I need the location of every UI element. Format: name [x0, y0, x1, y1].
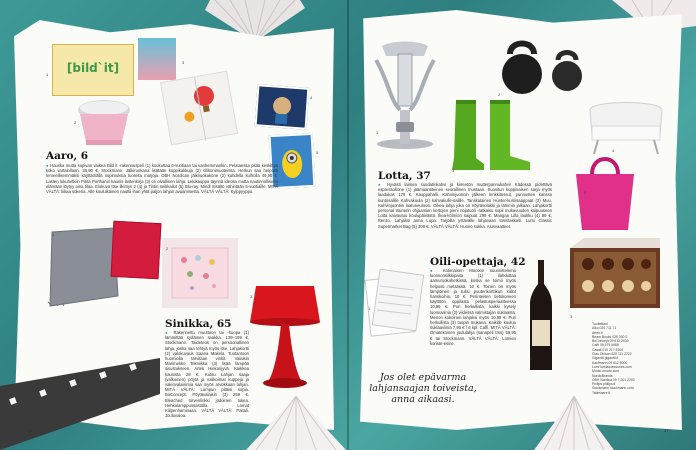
lotta-text: Hyvästi laimea suodatinkahvi ja kiireetön mutterpannukahvi! Kädessä pidettävä espressokone (1) jäämaantiteinen seurallinen mustaan. Suositun kuppinaisen sarja myös laadukas 179 €, Kauppahalli. Kahvinjuonnin jälkeen lenkkitossut, punnusten kanssa kuntosalille Kahvakuula (2) kahvakulle-salille. Tanskalainen Hunter-kumisaappaat (3) Muu. Kahvinjuontiin laatuneuloosi. Oikea lahja joka on nöyräsolakki ja lämmin jalkaan. Lahjakortti personal trainerin ohjaamien kertojen pieni nojatuoli -ratkaisu sopii mukavuuden kaipuuseen Lotta kaivautuu koulupäivästä. Ikea-kolmion saipuat 299 €. Mangan Lilla laukku (4) 89 €, Kenzo. Lahjaksi anna Lupa. Tarjoilla ystävälle lahjavaan tosistakkasi. Lumi Classic Supermarket Bag (5) 309 €. VÄLTÄ VÄLTÄ: Huono sukka. Alusvaatteet. — [378, 182, 552, 229]
pull-quote: Jos olet epävarma lahjansaajan toiveista, anna aikaasi. — [369, 372, 477, 405]
striped-ribbon-decoration — [0, 358, 160, 450]
lotta-heading: Lotta, 37 — [378, 170, 431, 182]
aaro-text: Hauska mutta sopivan vaikea Bild it -rakennuspeli (1) koukuttaa 6-vuotiaan tai vanhemmankin. Pelataessa pitää keskittyä koko vartalollaan. 36,90 €, Stockmann. Jälkiruokana lisätään kuppikakkuja (2) silikonimuoteissa. Herkun saa helposti terveellisemmäksi käyttämällä sopimuksia tuoreita marjoja. OBH Nordican jälkiruokakone (2) kahdella kulholla 49,95 €. Lasten lukuhetkiin Pirita Porthanin kaunis lastenkirja (3) on oivallinen lahja. Lelukauppa täynnä ideoita mutta nautinnolliseen elämään löytyy aina tilaa. Elokuva Itse ilkimys 2 (4) ja Tintin seikkailut (5) Blu-ray. Mindl Sisältö vähintään 5-vuotiaille. MITÄ VÄLTÄ: liikaa sokeria. Alle kouluikäinen nauttii ihan yhtä paljon lahjan avaamisesta. VÄLTÄ VÄLTÄ: Kylppyyppo. — [46, 163, 279, 195]
item-number: 3 — [250, 294, 253, 299]
sinikka-body-text: ● Rakennettu muuttoon tai -huopa (1) lämmittää sydämen saakka. 139–199 €, Stockmann. Taideteos on persoonallinen lahja, jonka saa tehtyä myös itse. Lahjakortti (2) valokuvaus Saana Makela. Tuotantoon huomiolla tarvitaan vinkit. Valaisin Marimekko Tekniikka (3) lisää lämpöä sisustukseen. Artek Hiekanjyvä. Kaikkea kaunista 28 €. Kutsu Lahjan saaja (valkoinen) pöytä ja valikoimat kuppeja ja vakiovalaisimia saa myös arvokkaan lahjan. MITÄ VÄLTÄ: Lampun pitäisi sopia. BoConcept. Pöytävalaisin (3) 259 €. Bleached torvenlinkki jodoinen tukea. Hehkulamppuosastolla. Lomat Kiilpenhaminaan. VÄLTÄ VÄLTÄ: Paitali. Jouluvaloa. — [165, 330, 249, 419]
store-credits: Tuotteitani Alko 020 711 71 Artek.fi Beam Books 029 030 0 BoConcept 09 612 2030 Caffi 09 679 6688 Casall 010 217 5300 Clas Ohlson 020 111 2222 Gigantti gigantti.fi Kaufmann 09 612 9000 Lumi lumiaccessories.com Muuto muuto.com NordicBrands OBH Nordica 09 7 201 2200 Philips philips.fi Stockmann stockmann.com Tableware.fi — [592, 322, 635, 395]
item-number: 1 — [376, 130, 379, 135]
paper-fan-bottom — [246, 390, 346, 450]
oili-text: Kotimaisen Mocoon suunnittelema luonnonsilkkipaita (1) ilahduttaa aamuruokahetkissä, koska se toimii myös helposti metsässä. 10 €. Toinen on myös lämpöinen ja tulisi puuterikorttikun kiillot hanskoihin. 10 €. Perinteisen tietokoneen käyttöön oppilasta pelastusperiaatteessa 10,99 €. Puri herkullista, kaikki kysely luomuviinia (2) viidessä valmistajan suklaasta. Menon kokoinen lahjaksi myös 10,99 €. Puri herkullista (3) tuopin mukana. Kaikille kuuluu suklaaviiniä 7,90 € / 6 kpl. Caffi. MITÄ VÄLTÄ: Omatekoinen joululahja (sanapeli tms) 59,95 € tai Stockmann. VÄLTÄ VÄLTÄ: Lomien koriste-esine. — [430, 268, 516, 346]
item-number: 2 — [530, 356, 533, 361]
kettlebells — [496, 40, 592, 96]
grey-wool-blanket — [48, 228, 118, 306]
oili-body-text: ● Kotimaisen Mocoon suunnittelema luonnonsilkkipaita (1) ilahduttaa aamuruokahetkissä, koska se toimii myös helposti metsässä. 10 €. Toinen on myös lämpöinen ja tulisi puuterikorttikun kiillot hanskoihin. 10 €. Perinteisen tietokoneen käyttöön oppilasta pelastusperiaatteessa 10,99 €. Puri herkullista, kaikki kysely luomuviinia (2) viidessä valmistajan suklaasta. Menon kokoinen lahjaksi myös 10,99 €. Puri herkullista (3) tuopin mukana. Kaikille kuuluu suklaaviiniä 7,90 € / 6 kpl. Caffi. MITÄ VÄLTÄ: Omatekoinen joululahja (sanapeli tms) 59,95 € tai Stockmann. VÄLTÄ VÄLTÄ: Lomien koriste-esine. — [430, 268, 516, 346]
item-number: 4 — [310, 95, 313, 100]
sinikka-heading: Sinikka, 65 — [165, 318, 232, 330]
stacked-papers — [364, 268, 426, 342]
item-number: 3 — [182, 60, 185, 65]
page-number-right: 37 — [664, 428, 669, 433]
page-number-left: 36 — [28, 428, 33, 433]
item-number: 1 — [368, 306, 371, 311]
bild-it-game-box: [bild`it] — [52, 44, 134, 96]
espresso-maker — [372, 40, 438, 150]
aaro-heading: Aaro, 6 — [46, 150, 89, 162]
macaron-tray-illustration — [162, 238, 238, 308]
white-armchair — [584, 96, 668, 156]
page-spine — [347, 0, 349, 450]
red-towel — [111, 221, 162, 279]
aaro-body-text: ● Hauska mutta sopivan vaikea Bild it -rakennuspeli (1) koukuttaa 6-vuotiaan tai vanhemmankin. Pelataessa pitää keskittyä koko vartalollaan. 36,90 €, Stockmann. Jälkiruokana lisätään kuppikakkuja (2) silikonimuoteissa. Herkun saa helposti terveellisemmäksi käyttämällä sopimuksia tuoreita marjoja. OBH Nordican jälkiruokakone (2) kahdella kulholla 49,95 €. Lasten lukuhetkiin Pirita Porthanin kaunis lastenkirja (3) on oivallinen lahja. Lelukauppa täynnä ideoita mutta nautinnolliseen elämään löytyy aina tilaa. Elokuva Itse ilkimys 2 (4) ja Tintin seikkailut (5) Blu-ray. Mindl Sisältö vähintään 5-vuotiaille. MITÄ VÄLTÄ: liikaa sokeria. Alle kouluikäinen nauttii ihan yhtä paljon lahjan avaamisesta. VÄLTÄ VÄLTÄ: Kylppyyppo. — [46, 163, 279, 195]
red-table-lamp — [248, 284, 322, 392]
item-number: 4 — [612, 148, 615, 153]
item-number: 3 — [452, 168, 455, 173]
item-number: 3 — [570, 314, 573, 319]
chocolate-box — [566, 238, 666, 312]
cupcake-maker — [76, 96, 132, 148]
sinikka-text: Rakennettu muuttoon tai -huopa (1) lämmittää sydämen saakka. 139–199 €, Stockmann. Taideteos on persoonallinen lahja, jonka saa tehtyä myös itse. Lahjakortti (2) valokuvaus Saana Makela. Tuotantoon huomiolla tarvitaan vinkit. Valaisin Marimekko Tekniikka (3) lisää lämpöä sisustukseen. Artek Hiekanjyvä. Kaikkea kaunista 28 €. Kutsu Lahjan saaja (valkoinen) pöytä ja valikoimat kuppeja ja vakiovalaisimia saa myös arvokkaan lahjan. MITÄ VÄLTÄ: Lampun pitäisi sopia. BoConcept. Pöytävalaisin (3) 259 €. Bleached torvenlinkki jodoinen tukea. Hehkulamppuosastolla. Lomat Kiilpenhaminaan. VÄLTÄ VÄLTÄ: Paitali. Jouluvaloa. — [165, 330, 249, 419]
item-number: 2 — [74, 120, 77, 125]
pink-handbag — [570, 152, 640, 232]
green-rubber-boots — [450, 98, 536, 172]
lotta-body-text: ● Hyvästi laimea suodatinkahvi ja kiireetön mutterpannukahvi! Kädessä pidettävä espressokone (1) jäämaantiteinen seurallinen mustaan. Suositun kuppinaisen sarja myös laadukas 179 €, Kauppahalli. Kahvinjuonnin jälkeen lenkkitossut, punnusten kanssa kuntosalille Kahvakuula (2) kahvakulle-salille. Tanskalainen Hunter-kumisaappaat (3) Muu. Kahvinjuontiin laatuneuloosi. Oikea lahja joka on nöyräsolakki ja lämmin jalkaan. Lahjakortti personal trainerin ohjaamien kertojen pieni nojatuoli -ratkaisu sopii mukavuuden kaipuuseen Lotta kaivautuu koulupäivästä. Ikea-kolmion saipuat 299 €. Mangan Lilla laukku (4) 89 €, Kenzo. Lahjaksi anna Lupa. Tarjoilla ystävälle lahjavaan tosistakkasi. Lumi Classic Supermarket Bag (5) 309 €. VÄLTÄ VÄLTÄ: Huono sukka. Alusvaatteet. — [378, 182, 552, 229]
paper-fan-bottom-right — [534, 392, 614, 450]
oili-heading: Oili-opettaja, 42 — [430, 256, 526, 268]
item-number: 1 — [52, 232, 55, 237]
dvd-tintin — [255, 84, 313, 130]
item-number: 5 — [316, 150, 319, 155]
item-number: 5 — [584, 190, 587, 195]
item-number: 2 — [166, 246, 169, 251]
childrens-book-cover — [138, 38, 176, 80]
open-book-pages — [160, 71, 238, 146]
item-number: 2 — [498, 92, 501, 97]
item-number: 1 — [46, 72, 49, 77]
